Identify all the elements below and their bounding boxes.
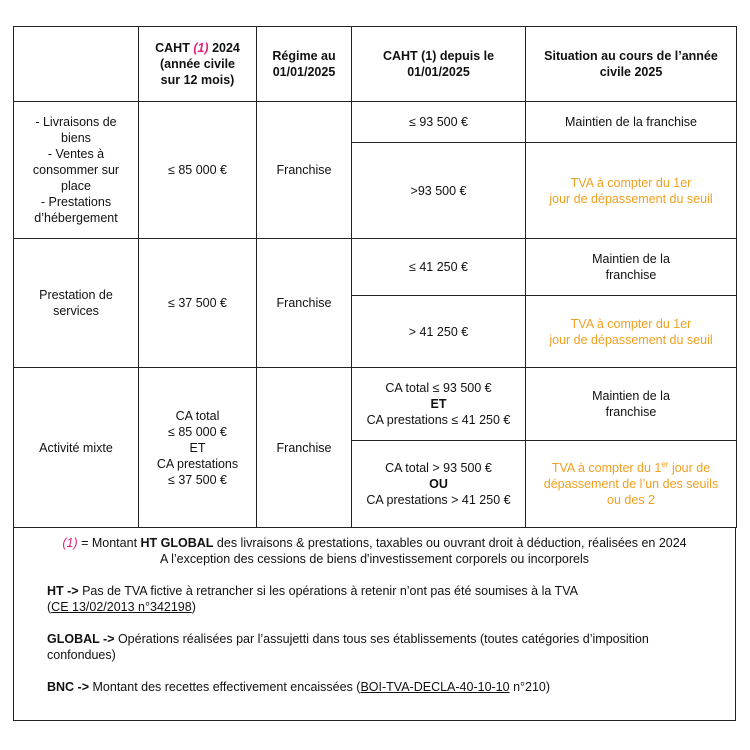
activity-cell: Prestation de services — [14, 239, 139, 368]
situation-cell: TVA à compter du 1er jour de dépassement de l’un des seuils ou des 2 — [526, 441, 737, 528]
ca-2024-cell: ≤ 85 000 € — [139, 102, 257, 239]
footnote-global: GLOBAL -> Opérations réalisées par l’assujetti dans tous ses établissements (toutes catégories d’imposition confondues) — [47, 632, 649, 662]
threshold-cell: ≤ 93 500 € — [352, 102, 526, 143]
header-ca-2024: CAHT (1) 2024 (année civile sur 12 mois) — [139, 27, 257, 102]
ca-2024-cell: ≤ 37 500 € — [139, 239, 257, 368]
threshold-cell: CA total > 93 500 € OU CA prestations > 41 250 € — [352, 441, 526, 528]
regime-cell: Franchise — [257, 239, 352, 368]
threshold-cell: CA total ≤ 93 500 € ET CA prestations ≤ 41 250 € — [352, 368, 526, 441]
footnote-ht: HT -> Pas de TVA fictive à retrancher si les opérations à retenir n’ont pas été soumises à la TVA (CE 13/02/2013 n°342198) — [47, 584, 578, 614]
vat-threshold-table — [13, 26, 737, 528]
activity-cell: - Livraisons de biens - Ventes à consommer sur place - Prestations d’hébergement — [14, 102, 139, 239]
situation-cell: TVA à compter du 1er jour de dépassement du seuil — [526, 296, 737, 368]
header-row — [14, 27, 737, 102]
footnotes-box — [13, 527, 736, 721]
ca-2024-cell: CA total ≤ 85 000 € ET CA prestations ≤ 37 500 € — [139, 368, 257, 528]
header-ca-since: CAHT (1) depuis le 01/01/2025 — [352, 27, 526, 102]
situation-cell: TVA à compter du 1er jour de dépassement du seuil — [526, 143, 737, 239]
header-situation: Situation au cours de l’année civile 2025 — [526, 27, 737, 102]
footnote-bnc: BNC -> Montant des recettes effectivement encaissées (BOI-TVA-DECLA-40-10-10 n°210) — [47, 680, 551, 694]
situation-cell: Maintien de la franchise — [526, 102, 737, 143]
footnote-ref: (1) — [193, 41, 209, 55]
situation-cell: Maintien de la franchise — [526, 239, 737, 296]
threshold-cell: > 41 250 € — [352, 296, 526, 368]
ce-reference-link[interactable]: CE 13/02/2013 n°342198 — [51, 600, 192, 614]
situation-cell: Maintien de la franchise — [526, 368, 737, 441]
table-row — [14, 239, 737, 296]
activity-cell: Activité mixte — [14, 368, 139, 528]
header-empty — [14, 27, 139, 102]
footnote-1: (1) = Montant HT GLOBAL des livraisons & prestations, taxables ou ouvrant droit à déduction, réalisées en 2024 A l’exception des cessions de biens d'investissement corporels ou incorporels — [62, 536, 687, 566]
header-regime: Régime au 01/01/2025 — [257, 27, 352, 102]
boi-reference-link[interactable]: BOI-TVA-DECLA-40-10-10 — [360, 680, 510, 694]
table-row — [14, 368, 737, 441]
threshold-cell: >93 500 € — [352, 143, 526, 239]
table-row — [14, 102, 737, 143]
footnote-ref: (1) — [62, 536, 78, 550]
regime-cell: Franchise — [257, 102, 352, 239]
regime-cell: Franchise — [257, 368, 352, 528]
threshold-cell: ≤ 41 250 € — [352, 239, 526, 296]
